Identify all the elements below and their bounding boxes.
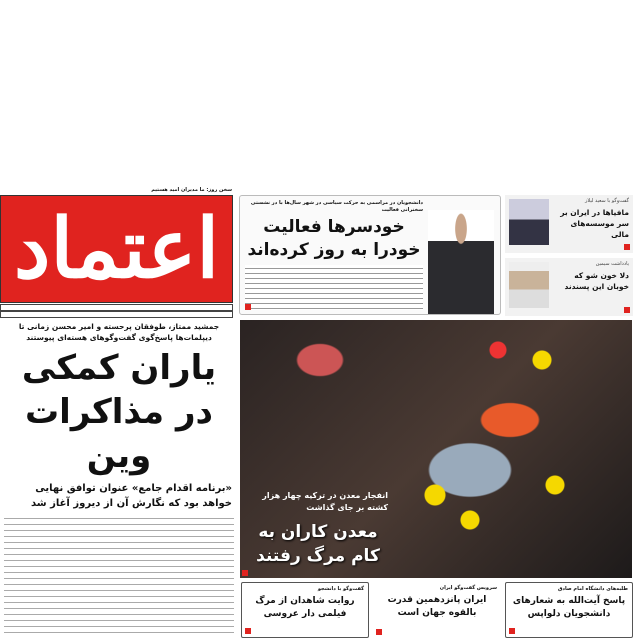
portrait-photo <box>509 262 549 308</box>
portrait-photo <box>509 199 549 245</box>
bottom-item-title[interactable]: پاسخ آیت‌الله به شعارهای دانشجویان دلواپس <box>512 596 626 619</box>
side-item-kicker: گفت‌وگو با سعید لیلاز <box>584 198 629 204</box>
bottom-item[interactable] <box>505 582 633 638</box>
lead-body-text <box>4 515 234 638</box>
side-item-title[interactable]: دلا خون شو که خوبان این پسندند <box>564 271 629 291</box>
bottom-item-title[interactable]: ایران پانزدهمین قدرت بالقوه جهان است <box>387 595 487 618</box>
bottom-item-kicker: طلبه‌های دانشگاه امام صادق <box>557 586 628 592</box>
bottom-item-title[interactable]: روایت شاهدان از مرگ فیلمی دار عروسی <box>255 596 355 619</box>
side-item-kicker: یادداشت سیمین <box>595 261 629 267</box>
bottom-item[interactable] <box>241 582 369 638</box>
page-marker-icon <box>376 629 382 635</box>
issue-info-strip <box>0 304 233 311</box>
issue-info-strip <box>0 311 233 318</box>
photo-story[interactable] <box>240 320 632 578</box>
page-marker-icon <box>624 307 630 313</box>
photo-story-headline[interactable]: معدن کاران به کام مرگ رفتند <box>256 522 380 566</box>
page-marker-icon <box>624 244 630 250</box>
top-story-body <box>245 265 423 310</box>
page-marker-icon <box>509 628 515 634</box>
page-marker-icon <box>245 628 251 634</box>
page-marker-icon <box>242 570 248 576</box>
masthead-logo <box>0 195 233 303</box>
photo-story-kicker: انفجار معدن در ترکیه چهار هزار کشته بر جای گذاشت <box>262 491 388 512</box>
top-story[interactable] <box>239 195 501 315</box>
portrait-photo <box>428 210 494 314</box>
top-story-kicker: دانشجویان در مراسمی به حرکت سیاسی در شهر سال‌ها با در نشستی سخنرانی فعالیت <box>250 200 423 213</box>
bottom-item[interactable] <box>373 582 501 638</box>
side-item[interactable] <box>505 195 633 253</box>
lead-headline[interactable]: یاران کمکی در مذاکرات وین <box>21 348 217 476</box>
lead-story <box>2 321 236 638</box>
side-item-title[interactable]: مافیا‌ها در ایران بر سر موسسه‌های مالی <box>560 208 629 239</box>
page-marker-icon <box>245 304 251 310</box>
top-story-headline[interactable]: خودسرها فعالیت خودرا به روز کرده‌اند <box>247 217 421 260</box>
logo-text: اعتماد <box>13 201 220 297</box>
bottom-item-kicker: سرویس گفت‌وگو ایران <box>439 585 497 591</box>
lead-subhead: «برنامه اقدام جامع» عنوان توافق نهایی خواهد بود که نگارش آن از دیروز آغاز شد <box>31 483 232 509</box>
side-item[interactable] <box>505 258 633 316</box>
bottom-item-kicker: گفت‌وگو با دانشجو <box>317 586 364 592</box>
lead-kicker: جمشید ممتاز، طوفقان پرحسته و امیر محسن زمانی تا دیپلمات‌ها پاسخ‌گوی گفت‌وگوهای هسته‌ای پیوستند <box>18 322 220 342</box>
masthead-slogan: سخن روز: ما مدیران امید هستیم <box>151 187 232 193</box>
